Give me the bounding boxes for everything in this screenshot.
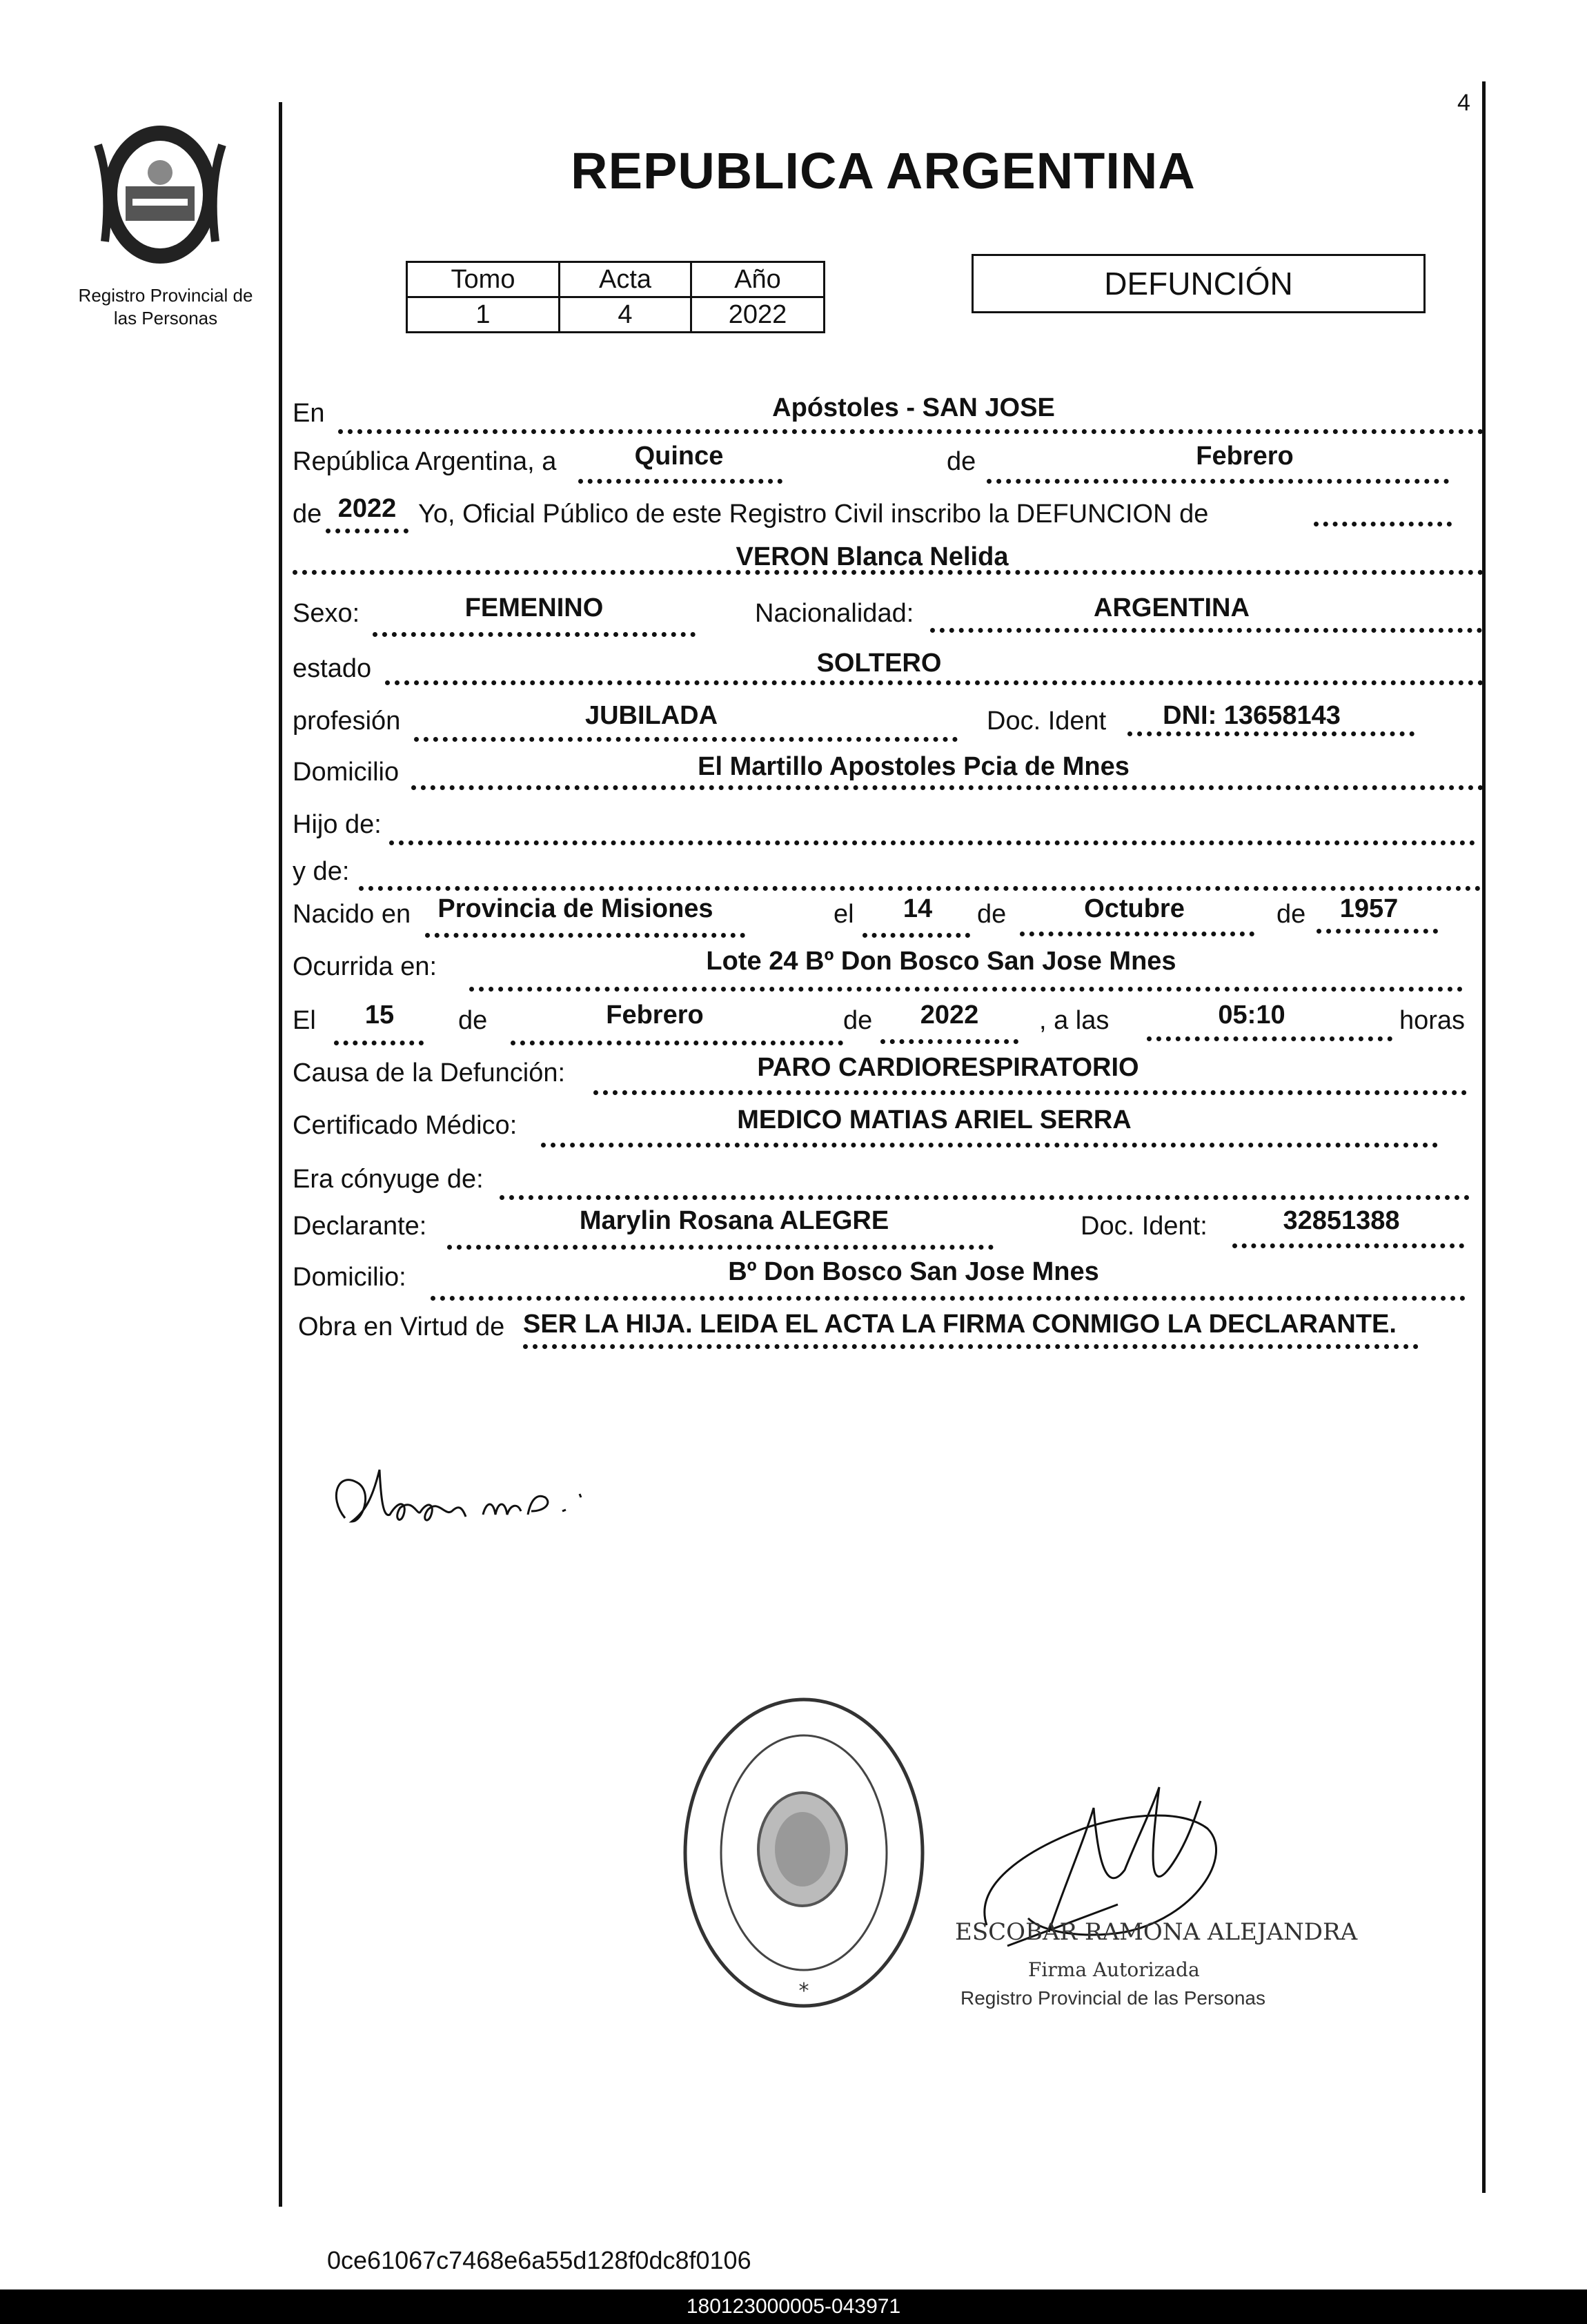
estado-label: estado [293, 654, 372, 683]
anio-value: 2022 [691, 297, 825, 333]
dotted-line [987, 479, 1449, 484]
dotted-line [293, 570, 1483, 575]
obra-value: SER LA HIJA. LEIDA EL ACTA LA FIRMA CONMIGO LA DECLARANTE. [523, 1310, 1397, 1339]
profesion-value: JUBILADA [584, 701, 718, 730]
nacido-de-label-2: de [1276, 900, 1306, 929]
fecha-dia: Quince [634, 442, 724, 471]
row-fecha [293, 442, 1486, 482]
dotted-line [411, 785, 1483, 790]
anio-value-form: 2022 [337, 494, 397, 523]
tomo-header: Tomo [407, 262, 560, 297]
causa-value: PARO CARDIORESPIRATORIO [757, 1053, 1139, 1082]
dotted-line [334, 1041, 424, 1045]
barcode-number: 180123000005-043971 [686, 2295, 901, 2318]
dotted-line [425, 933, 745, 938]
el-alas-label: , a las [1039, 1006, 1110, 1035]
official-stamp [680, 1694, 928, 2011]
profesion-doc-label: Doc. Ident [987, 707, 1107, 736]
row-declarante [293, 1206, 1486, 1246]
causa-label: Causa de la Defunción: [293, 1058, 566, 1087]
dotted-line [541, 1143, 1438, 1148]
dotted-line [1127, 731, 1414, 736]
el-anio: 2022 [920, 1001, 979, 1030]
dotted-line [1020, 932, 1254, 936]
dotted-line [1147, 1036, 1392, 1041]
acta-header: Acta [560, 262, 691, 297]
dotted-line [414, 737, 958, 742]
declarante-label: Declarante: [293, 1212, 427, 1241]
row-nacido [293, 894, 1486, 934]
domicilio-value: El Martillo Apostoles Pcia de Mnes [698, 752, 1130, 781]
en-value: Apóstoles - SAN JOSE [772, 393, 1055, 422]
dotted-line [389, 840, 1475, 845]
document-hash: 0ce61067c7468e6a55d128f0dc8f0106 [327, 2246, 751, 2274]
declarant-signature [324, 1456, 642, 1539]
svg-text:*: * [798, 1979, 809, 2003]
record-type-box [972, 254, 1426, 313]
nacido-el-label: el [834, 900, 854, 929]
row-causa [293, 1053, 1486, 1093]
page-number: 4 [1457, 90, 1470, 116]
sexo-value: FEMENINO [464, 593, 604, 622]
declarante-value: Marylin Rosana ALEGRE [579, 1206, 889, 1235]
nacido-de-label: de [977, 900, 1007, 929]
dotted-line [431, 1296, 1466, 1301]
official-registry: Registro Provincial de las Personas [960, 1987, 1265, 2009]
declarante-doc-label: Doc. Ident: [1081, 1212, 1208, 1241]
dotted-line [862, 933, 970, 938]
nacionalidad-value: ARGENTINA [1094, 593, 1250, 622]
registry-caption: Registro Provincial de las Personas [78, 285, 253, 328]
conyuge-label: Era cónyuge de: [293, 1165, 484, 1194]
certificado-label: Certificado Médico: [293, 1111, 518, 1140]
domicilio2-value: Bº Don Bosco San Jose Mnes [728, 1257, 1099, 1286]
tomo-value: 1 [407, 297, 560, 333]
row-obra [293, 1307, 1486, 1347]
el-label: El [293, 1006, 316, 1035]
row-y-de [293, 851, 1486, 892]
certificado-value: MEDICO MATIAS ARIEL SERRA [737, 1105, 1132, 1134]
dotted-line [930, 628, 1482, 633]
declarante-doc-value: 32851388 [1283, 1206, 1400, 1235]
acta-value: 4 [560, 297, 691, 333]
nacido-mes: Octubre [1084, 894, 1185, 923]
dotted-line [578, 479, 782, 484]
footer-bar [0, 2289, 1587, 2324]
hijo-de-label: Hijo de: [293, 810, 382, 839]
row-sexo [293, 593, 1486, 633]
nacido-anio: 1957 [1339, 894, 1399, 923]
row-estado [293, 649, 1486, 689]
row-domicilio [293, 752, 1486, 792]
profesion-doc-value: DNI: 13658143 [1163, 701, 1341, 730]
dotted-line [511, 1041, 843, 1045]
dotted-line [880, 1039, 1018, 1044]
official-name: ESCOBAR RAMONA ALEJANDRA [955, 1918, 1358, 1946]
row-nombre [293, 542, 1486, 582]
dotted-line [500, 1195, 1470, 1200]
record-type-label: DEFUNCIÓN [1104, 266, 1293, 302]
firma-autorizada: Firma Autorizada [1028, 1958, 1200, 1981]
nombre-value: VERON Blanca Nelida [736, 542, 1009, 571]
estado-value: SOLTERO [816, 649, 942, 678]
en-label: En [293, 399, 325, 428]
dotted-line [447, 1245, 994, 1250]
el-horas-label: horas [1399, 1006, 1466, 1035]
domicilio2-label: Domicilio: [293, 1263, 406, 1292]
ocurrida-label: Ocurrida en: [293, 952, 437, 981]
dotted-line [338, 429, 1483, 434]
sexo-label: Sexo: [293, 599, 360, 628]
dotted-line [1317, 929, 1438, 934]
nacionalidad-label: Nacionalidad: [755, 599, 914, 628]
nacido-label: Nacido en [293, 900, 411, 929]
dotted-line [1314, 522, 1452, 526]
dotted-line [469, 987, 1463, 992]
dotted-line [1232, 1243, 1464, 1248]
row-domicilio-declarante [293, 1257, 1486, 1297]
obra-label: Obra en Virtud de [298, 1312, 505, 1341]
anio-header: Año [691, 262, 825, 297]
el-de-label: de [458, 1006, 488, 1035]
dotted-line [385, 680, 1483, 685]
row-ocurrida [293, 947, 1486, 987]
fecha-label: República Argentina, a [293, 447, 557, 476]
left-margin-line [279, 102, 282, 2207]
fecha-mes: Febrero [1196, 442, 1294, 471]
domicilio-label: Domicilio [293, 758, 400, 787]
dotted-line [359, 886, 1481, 891]
el-hora: 05:10 [1218, 1001, 1285, 1030]
row-conyuge [293, 1159, 1486, 1199]
fecha-de-label: de [947, 447, 976, 476]
anio-pre-label: de [293, 500, 322, 529]
acta-table [406, 261, 825, 333]
dotted-line [523, 1344, 1419, 1349]
dotted-line [373, 632, 696, 637]
profesion-label: profesión [293, 707, 401, 736]
dotted-line [326, 529, 408, 533]
row-el [293, 1001, 1486, 1041]
y-de-label: y de: [293, 857, 350, 886]
row-hijo-de [293, 805, 1486, 845]
row-certificado [293, 1105, 1486, 1145]
el-de-label-2: de [843, 1006, 873, 1035]
nacido-dia: 14 [903, 894, 933, 923]
page-title: REPUBLICA ARGENTINA [571, 142, 1196, 199]
row-en [293, 393, 1486, 433]
anio-text: Yo, Oficial Público de este Registro Civil inscribo la DEFUNCION de [418, 500, 1209, 529]
row-anio [293, 494, 1486, 534]
row-profesion [293, 701, 1486, 741]
nacido-lugar: Provincia de Misiones [437, 894, 713, 923]
ocurrida-value: Lote 24 Bº Don Bosco San Jose Mnes [706, 947, 1176, 976]
el-mes: Febrero [606, 1001, 704, 1030]
el-dia: 15 [364, 1001, 395, 1030]
dotted-line [593, 1090, 1467, 1095]
